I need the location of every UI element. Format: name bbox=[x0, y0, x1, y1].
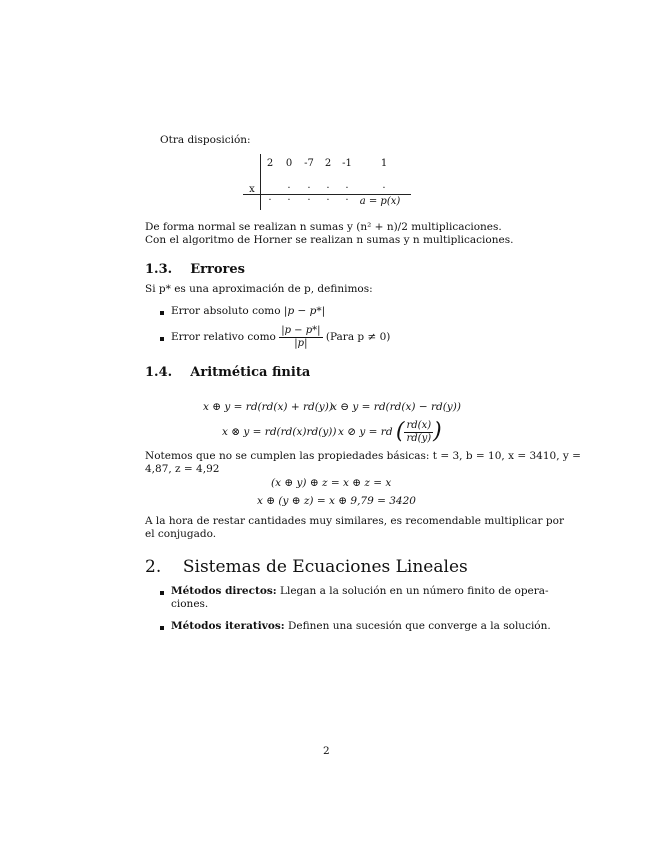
equation-assoc-1: (x ⊕ y) ⊕ z = x ⊕ z = x bbox=[271, 477, 392, 489]
horner-table bbox=[243, 150, 423, 212]
equation-div-fraction bbox=[404, 420, 433, 445]
metodos-iterativos-label: Métodos iterativos: bbox=[171, 620, 285, 632]
row-label-x: x bbox=[249, 184, 255, 195]
dot-cell: . bbox=[268, 192, 272, 203]
open-paren: ( bbox=[395, 419, 405, 444]
bullet-icon bbox=[160, 591, 164, 595]
notemos-line-2: 4,87, z = 4,92 bbox=[145, 463, 220, 475]
dot-cell: . bbox=[326, 180, 330, 191]
equation-mul: x ⊗ y = rd(rd(x)rd(y)) bbox=[222, 426, 337, 438]
error-abs-label: Error absoluto como bbox=[171, 305, 281, 317]
equation-sum: x ⊕ y = rd(rd(x) + rd(y)) bbox=[203, 401, 333, 413]
error-rel-fraction bbox=[279, 325, 322, 350]
metodos-directos-line-1 bbox=[171, 585, 549, 598]
error-rel-label: Error relativo como bbox=[171, 331, 276, 343]
dot-cell: . bbox=[307, 180, 311, 191]
metodos-iterativos bbox=[171, 620, 551, 633]
error-rel-note: (Para p ≠ 0) bbox=[325, 331, 391, 343]
metodos-directos-text: Llegan a la solución en un número finito de opera- bbox=[280, 585, 549, 597]
chapter-heading bbox=[145, 557, 468, 577]
metodos-iterativos-text: Definen una sucesión que converge a la solución. bbox=[288, 620, 551, 632]
dot-cell: . bbox=[307, 192, 311, 203]
ops-line-2: Con el algoritmo de Horner se realizan n sumas y n multiplicaciones. bbox=[145, 234, 514, 246]
coef-cell: 0 bbox=[285, 158, 293, 169]
page-number: 2 bbox=[323, 745, 330, 757]
equation-div-denominator: rd(y) bbox=[406, 432, 432, 444]
notemos-line-1: Notemos que no se cumplen las propiedades básicas: t = 3, b = 10, x = 3410, y = bbox=[145, 450, 581, 462]
coef-cell: 2 bbox=[266, 158, 274, 169]
equation-assoc-2: x ⊕ (y ⊕ z) = x ⊕ 9,79 = 3420 bbox=[257, 495, 416, 507]
bullet-icon bbox=[160, 626, 164, 630]
metodos-directos-label: Métodos directos: bbox=[171, 585, 277, 597]
dot-cell: . bbox=[287, 180, 291, 191]
section-heading-errores bbox=[145, 262, 245, 277]
dot-cell: . bbox=[345, 180, 349, 191]
section-number: 1.4. bbox=[145, 365, 173, 380]
restar-line-1: A la hora de restar cantidades muy similares, es recomendable multiplicar por bbox=[145, 515, 564, 527]
chapter-number: 2. bbox=[145, 557, 162, 577]
bullet-icon bbox=[160, 337, 164, 341]
close-paren: ) bbox=[433, 419, 442, 444]
result-label: a = p(x) bbox=[359, 196, 401, 207]
error-rel-numerator: |p − p*| bbox=[281, 324, 321, 336]
dot-cell: . bbox=[326, 192, 330, 203]
error-absoluto bbox=[171, 305, 325, 318]
errores-intro: Si p* es una aproximación de p, definimos: bbox=[145, 283, 373, 295]
equation-div-numerator: rd(x) bbox=[404, 420, 433, 433]
ops-line-1: De forma normal se realizan n sumas y (n² + n)/2 multiplicaciones. bbox=[145, 221, 502, 233]
section-number: 1.3. bbox=[145, 262, 173, 277]
error-rel-denominator: |p| bbox=[294, 337, 308, 349]
restar-line-2: el conjugado. bbox=[145, 528, 217, 540]
dot-cell: . bbox=[287, 192, 291, 203]
coef-cell: -1 bbox=[342, 158, 352, 169]
error-abs-formula: |p − p*| bbox=[283, 305, 326, 317]
equation-div bbox=[338, 418, 442, 446]
error-relativo bbox=[171, 322, 390, 352]
coef-cell: -7 bbox=[304, 158, 314, 169]
section-title: Errores bbox=[190, 262, 245, 277]
chapter-title: Sistemas de Ecuaciones Lineales bbox=[182, 557, 468, 577]
dot-cell: . bbox=[345, 192, 349, 203]
intro-label: Otra disposición: bbox=[160, 134, 251, 146]
coef-cell: 1 bbox=[380, 158, 388, 169]
dot-cell: . bbox=[382, 180, 386, 191]
equation-sub: x ⊖ y = rd(rd(x) − rd(y)) bbox=[331, 401, 461, 413]
metodos-directos-line-2: ciones. bbox=[171, 598, 209, 610]
equation-div-left: x ⊘ y = rd bbox=[338, 426, 393, 438]
bullet-icon bbox=[160, 311, 164, 315]
coef-cell: 2 bbox=[324, 158, 332, 169]
section-title: Aritmética finita bbox=[190, 365, 311, 380]
section-heading-aritmetica bbox=[145, 365, 310, 380]
